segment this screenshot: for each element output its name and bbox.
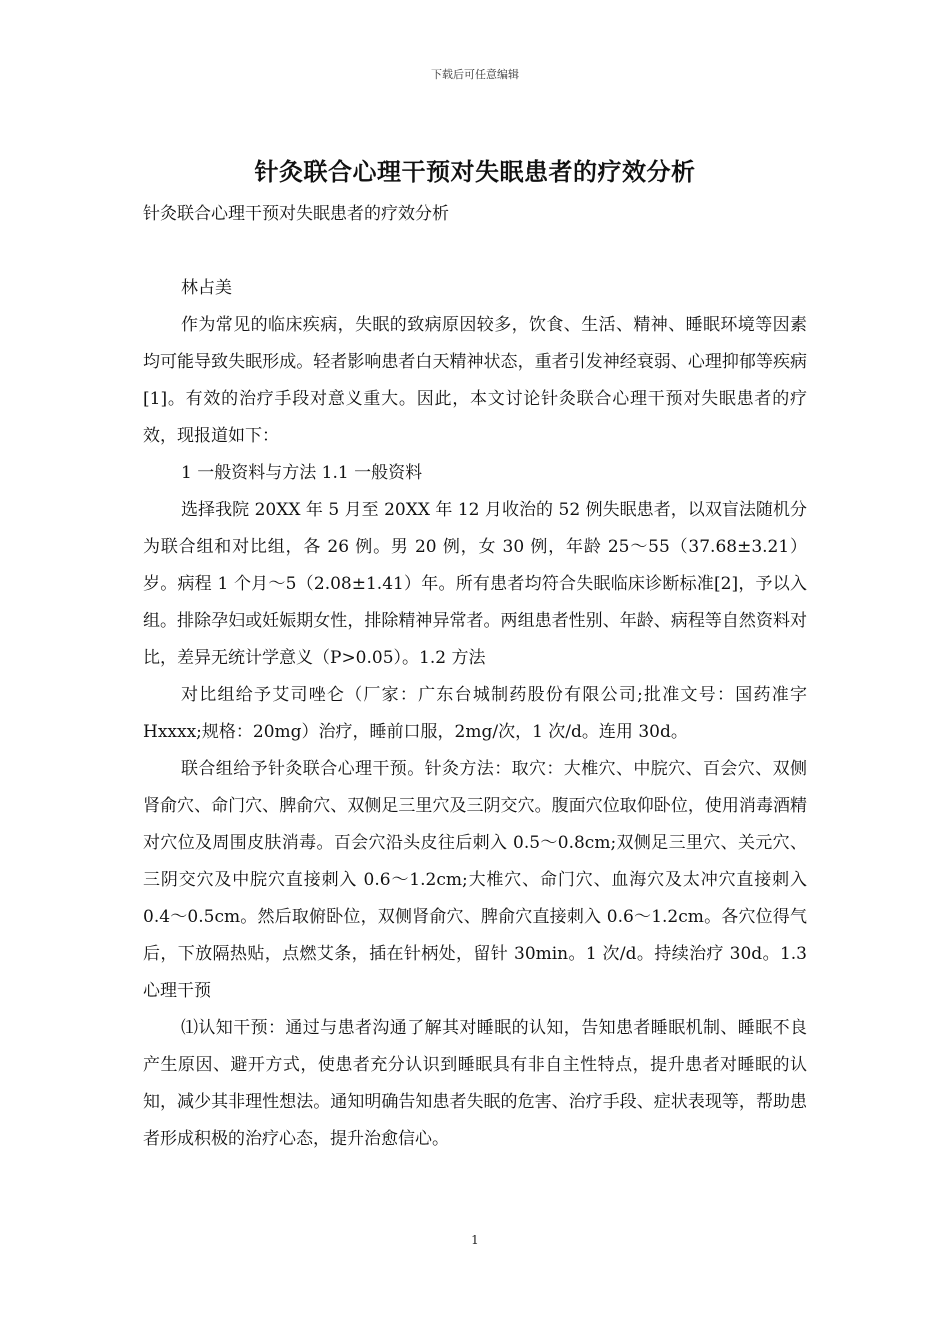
section-heading-general-info: 1 一般资料与方法 1.1 一般资料 xyxy=(181,463,423,483)
paragraph-general-info: 选择我院 20XX 年 5 月至 20XX 年 12 月收治的 52 例失眠患者，以双盲法随机分为联合组和对比组，各 26 例。男 20 例，女 30 例，年龄 25～55（37.68±3.21）岁。病程 1 个月～5（2.08±1.41）年。所有患者均符合失眠临床诊断标准[2]，予以入组。排除孕妇或妊娠期女性，排除精神异常者。两组患者性别、年龄、病程等自然资料对比，差异无统计学意义（P>0.05）。1.2 方法 xyxy=(143,500,807,668)
author-name: 林占美 xyxy=(181,278,232,298)
blank-line xyxy=(143,233,807,270)
paragraph-cognitive-intervention: ⑴认知干预：通过与患者沟通了解其对睡眠的认知，告知患者睡眠机制、睡眠不良产生原因、避开方式，使患者充分认识到睡眠具有非自主性特点，提升患者对睡眠的认知，减少其非理性想法。通知明确告知患者失眠的危害、治疗手段、症状表现等，帮助患者形成积极的治疗心态，提升治愈信心。 xyxy=(143,1018,807,1149)
page-header-note: 下载后可任意编辑 xyxy=(431,68,519,81)
document-title: 针灸联合心理干预对失眠患者的疗效分析 xyxy=(254,158,696,186)
paragraph-control-group: 对比组给予艾司唑仑（厂家：广东台城制药股份有限公司;批准文号：国药准字 Hxxxx;规格：20mg）治疗，睡前口服，2mg/次，1 次/d。连用 30d。 xyxy=(143,685,807,742)
paragraph-combined-group: 联合组给予针灸联合心理干预。针灸方法：取穴：大椎穴、中脘穴、百会穴、双侧肾俞穴、命门穴、脾俞穴、双侧足三里穴及三阴交穴。腹面穴位取仰卧位，使用消毒酒精对穴位及周围皮肤消毒。百会穴沿头皮往后刺入 0.5～0.8cm;双侧足三里穴、关元穴、三阴交穴及中脘穴直接刺入 0.6～1.2cm;大椎穴、命门穴、血海穴及太冲穴直接刺入 0.4～0.5cm。然后取俯卧位，双侧肾俞穴、脾俞穴直接刺入 0.6～1.2cm。各穴位得气后，下放隔热贴，点燃艾条，插在针柄处，留针 30min。1 次/d。持续治疗 30d。1.3 心理干预 xyxy=(143,759,807,1001)
document-body xyxy=(143,196,807,1158)
page-number: 1 xyxy=(471,1233,479,1247)
document-subtitle: 针灸联合心理干预对失眠患者的疗效分析 xyxy=(143,204,449,224)
paragraph-intro: 作为常见的临床疾病，失眠的致病原因较多，饮食、生活、精神、睡眠环境等因素均可能导致失眠形成。轻者影响患者白天精神状态，重者引发神经衰弱、心理抑郁等疾病[1]。有效的治疗手段对意义重大。因此，本文讨论针灸联合心理干预对失眠患者的疗效，现报道如下： xyxy=(143,315,807,446)
